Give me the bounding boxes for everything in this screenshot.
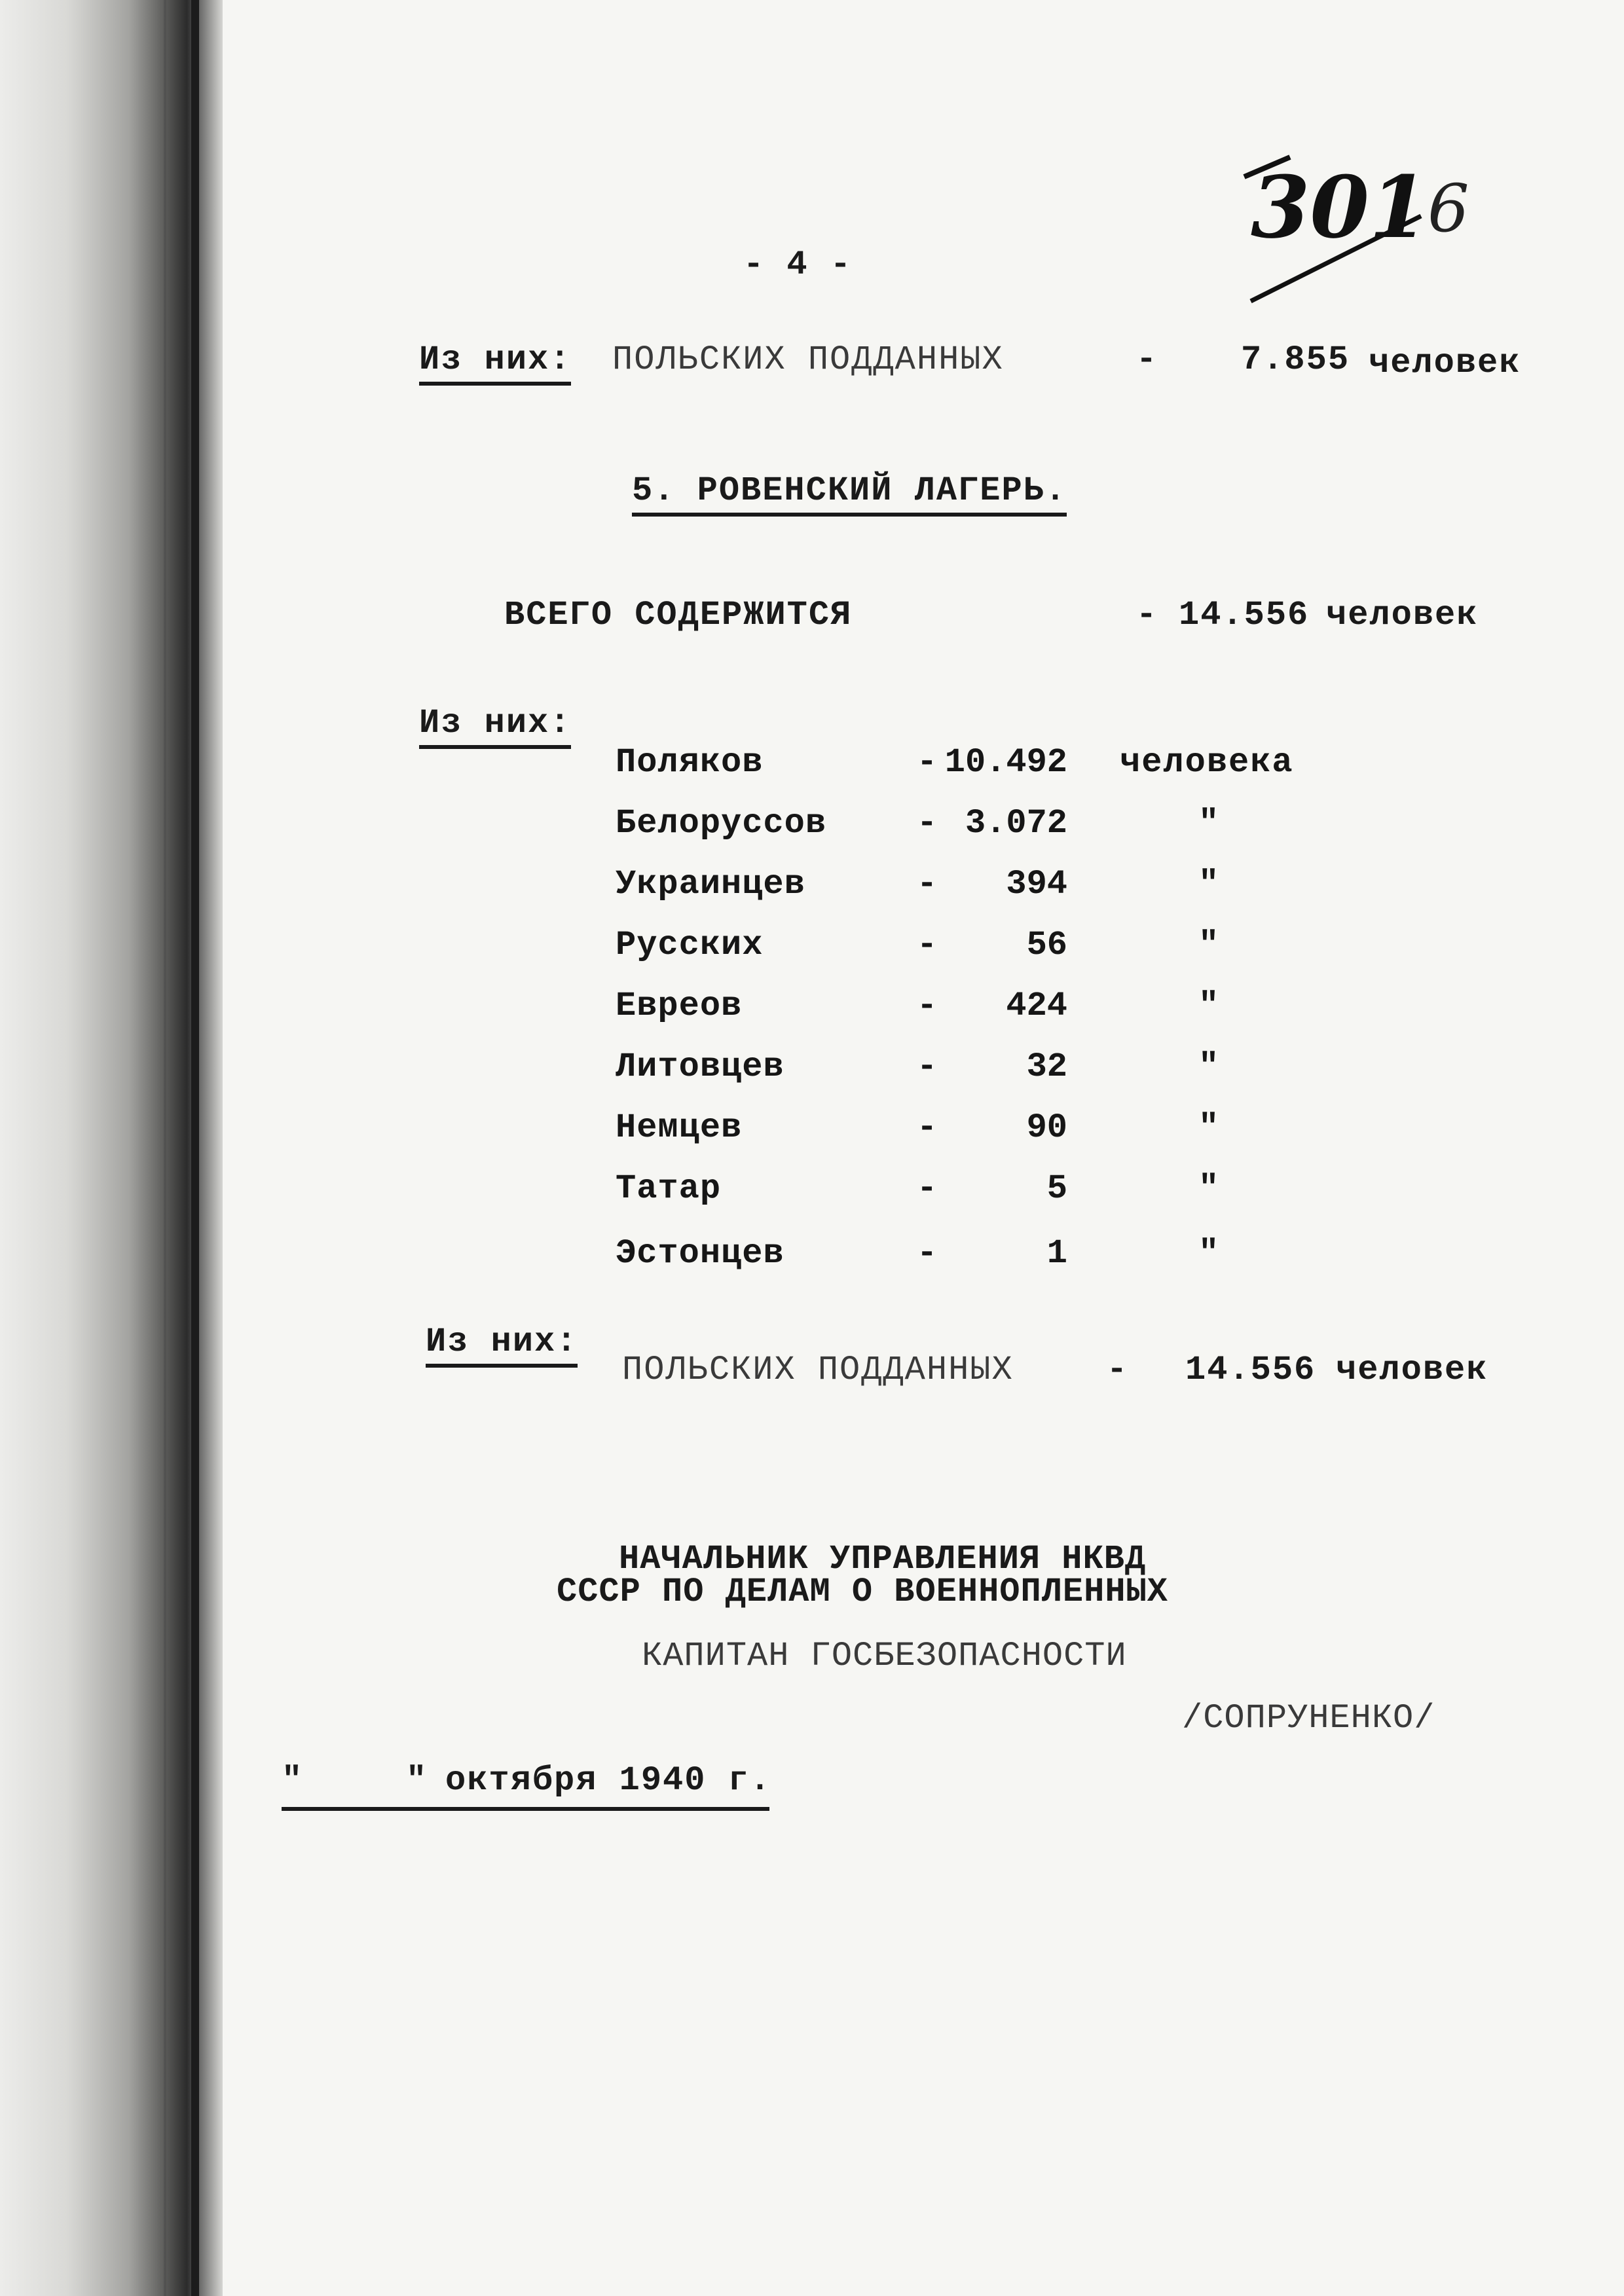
nationality-unit: ": [1198, 1169, 1221, 1208]
nationality-name: Немцев: [616, 1108, 743, 1147]
nationality-dash: -: [917, 1234, 938, 1273]
nationality-name: Евреов: [616, 987, 743, 1025]
nationality-unit: ": [1198, 865, 1221, 903]
nationality-row: [616, 1169, 1401, 1228]
page-fold-edge: [164, 0, 166, 2296]
nationality-row: [616, 926, 1401, 985]
nationality-name: Поляков: [616, 743, 764, 782]
nationality-unit: ": [1198, 804, 1221, 843]
nationality-count: 394: [1006, 865, 1067, 903]
nationality-name: Литовцев: [616, 1048, 784, 1086]
nationality-dash: -: [917, 1169, 938, 1208]
total-unit: человек: [1326, 596, 1479, 634]
nationality-row: [616, 865, 1401, 924]
signature-name: /СОПРУНЕНКО/: [1182, 1699, 1435, 1738]
date-line: [282, 1761, 772, 1811]
nationality-name: Украинцев: [616, 865, 805, 903]
nationality-row: [616, 1108, 1401, 1167]
nationality-row: [616, 743, 1401, 802]
top-line-label: Из них:: [419, 340, 571, 386]
nationality-dash: -: [917, 926, 938, 964]
nationality-count: 10.492: [944, 743, 1067, 782]
nationality-unit: ": [1198, 926, 1221, 964]
nationality-dash: -: [917, 804, 938, 843]
date-close-quote: ": [406, 1761, 428, 1800]
total-value: 14.556: [1179, 596, 1310, 634]
nationality-unit: ": [1198, 987, 1221, 1025]
bottom-line-unit: человек: [1336, 1351, 1488, 1389]
nationality-unit: человека: [1120, 743, 1294, 782]
nationality-count: 3.072: [965, 804, 1067, 843]
date-open-quote: ": [282, 1761, 304, 1800]
nationality-name: Эстонцев: [616, 1234, 784, 1273]
page-binding: [0, 0, 223, 2296]
bottom-line-label: Из них:: [426, 1322, 578, 1368]
nationality-count: 32: [1026, 1048, 1067, 1086]
nationality-count: 1: [1046, 1234, 1067, 1273]
nationality-count: 5: [1046, 1169, 1067, 1208]
page-fold-line: [191, 0, 199, 2296]
bottom-line-value: 14.556: [1185, 1351, 1316, 1389]
nationality-unit: ": [1198, 1048, 1221, 1086]
top-line-dash: -: [1136, 340, 1158, 379]
date-text: октября 1940 г.: [445, 1761, 772, 1800]
total-label: ВСЕГО СОДЕРЖИТСЯ: [504, 596, 853, 634]
nationality-dash: -: [917, 1108, 938, 1147]
bottom-line-category: ПОЛЬСКИХ ПОДДАННЫХ: [622, 1351, 1014, 1389]
signature-line-1: НАЧАЛЬНИК УПРАВЛЕНИЯ НКВД: [619, 1540, 1147, 1578]
nationality-name: Белоруссов: [616, 804, 827, 843]
nationality-unit: ": [1198, 1108, 1221, 1147]
top-line-unit: человек: [1369, 344, 1521, 382]
nationality-count: 56: [1026, 926, 1067, 964]
nationality-row: [616, 1048, 1401, 1106]
top-line-category: ПОЛЬСКИХ ПОДДАННЫХ: [612, 340, 1004, 379]
page-number: - 4 -: [743, 246, 853, 284]
signature-line-3: КАПИТАН ГОСБЕЗОПАСНОСТИ: [642, 1637, 1127, 1675]
signature-line-2: СССР ПО ДЕЛАМ О ВОЕННОПЛЕННЫХ: [557, 1573, 1168, 1611]
bottom-line-dash: -: [1107, 1351, 1129, 1389]
nationality-unit: ": [1198, 1234, 1221, 1273]
nationality-dash: -: [917, 743, 938, 782]
total-dash: -: [1136, 596, 1158, 634]
nationality-dash: -: [917, 987, 938, 1025]
archive-number-suffix: 6: [1428, 170, 1469, 247]
archive-number-text: 301: [1251, 157, 1429, 257]
archive-number: [1231, 137, 1519, 308]
nationality-row: [616, 804, 1401, 863]
nationality-row: [616, 987, 1401, 1046]
nationality-name: Татар: [616, 1169, 722, 1208]
section-title: 5. РОВЕНСКИЙ ЛАГЕРЬ.: [632, 471, 1067, 517]
top-line-value: 7.855: [1241, 340, 1350, 379]
nationality-row: [616, 1234, 1401, 1293]
breakdown-label: Из них:: [419, 704, 571, 749]
nationality-name: Русских: [616, 926, 764, 964]
nationality-count: 90: [1026, 1108, 1067, 1147]
nationality-dash: -: [917, 1048, 938, 1086]
nationality-dash: -: [917, 865, 938, 903]
nationality-count: 424: [1006, 987, 1067, 1025]
